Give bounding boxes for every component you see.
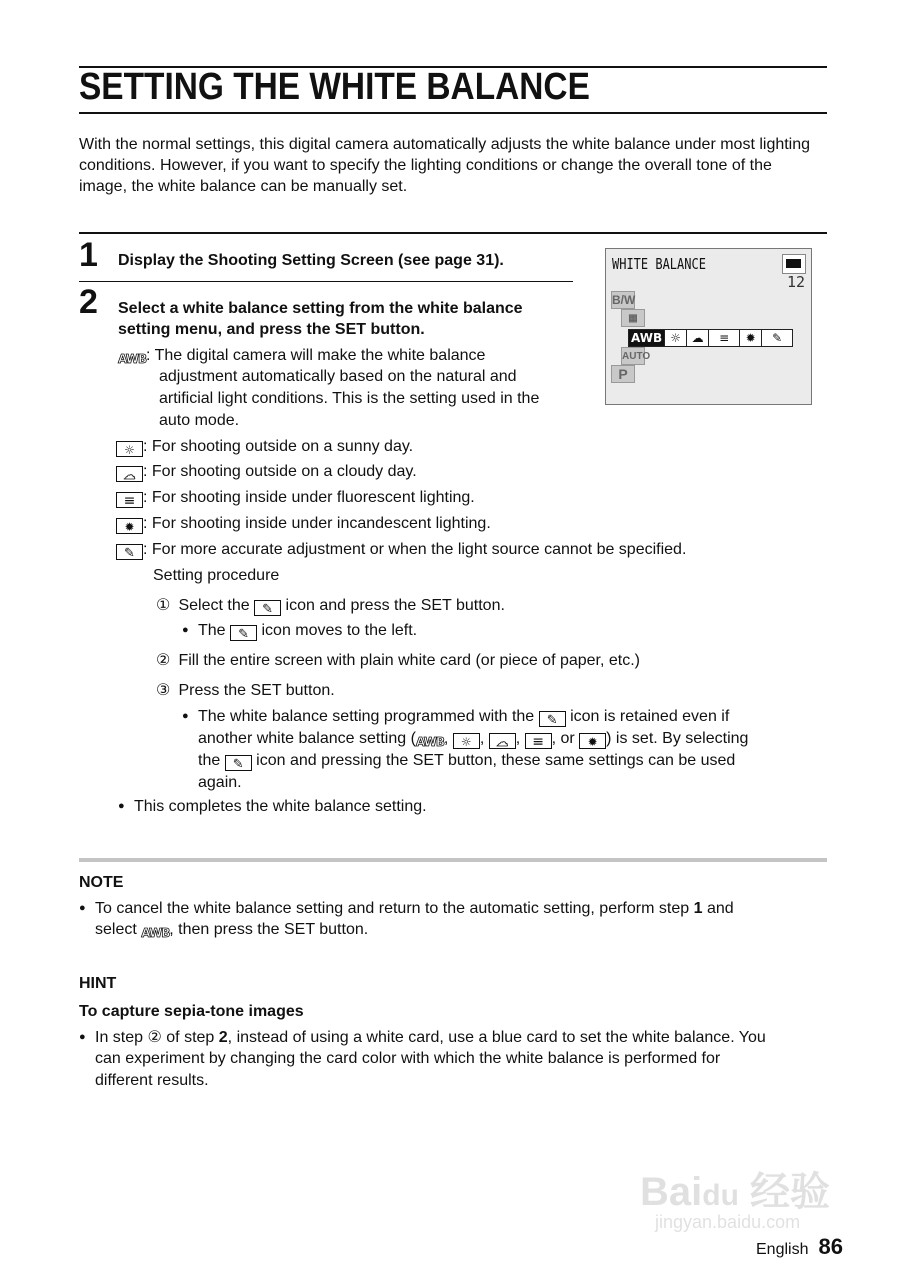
awb-icon — [141, 925, 169, 941]
procedure-step-3-line2: another white balance setting (AWB , ☼, ☁, ≡, or ✹) is set. By selecting — [198, 728, 748, 750]
option-awb-line2: adjustment automatically based on the natural and — [159, 368, 517, 385]
option-sun: ☼: For shooting outside on a sunny day. — [116, 436, 413, 457]
dropper-icon — [116, 544, 143, 560]
dropper-icon — [539, 711, 566, 727]
intro-paragraph: With the normal settings, this digital camera automatically adjusts the white balance under most lighting conditions. However, if you want to specify the lighting conditions or change the overall tone of the image, the white balance can be manually set. — [79, 136, 811, 195]
bulb-icon: ✹ — [739, 329, 762, 347]
camera-screen-illustration — [605, 248, 812, 405]
steps-rule — [79, 232, 827, 234]
step2-text-2: setting menu, and press the SET button. — [118, 321, 425, 338]
hint-line-3: different results. — [95, 1072, 209, 1089]
procedure-step-2: ② Fill the entire screen with plain white card (or piece of paper, etc.) — [156, 652, 641, 669]
watermark-url: jingyan.baidu.com — [655, 1212, 801, 1232]
step2-text-1: Select a white balance setting from the white balance — [118, 300, 523, 317]
option-cloud: ☁: For shooting outside on a cloudy day. — [116, 461, 417, 482]
procedure-step-1: ① Select the ✎ icon and press the SET button. — [156, 595, 505, 616]
fluorescent-icon — [525, 733, 552, 749]
memory-card-icon — [782, 254, 806, 274]
completion-bullet: ●This completes the white balance setting. — [118, 796, 427, 817]
bulb-icon — [579, 733, 606, 749]
shots-remaining: 12 — [786, 273, 805, 291]
dropper-icon — [230, 625, 257, 641]
hint-line-1: ●In step ② of step 2, instead of using a white card, use a blue card to set the white balance. You — [79, 1027, 766, 1048]
cloud-icon — [116, 466, 143, 482]
awb-icon: AWB — [628, 329, 665, 347]
title-bottom-rule — [79, 112, 827, 114]
note-heading: NOTE — [79, 874, 124, 891]
screen-title: WHITE BALANCE — [612, 255, 706, 273]
step2-number: 2 — [79, 283, 98, 321]
fluorescent-icon — [116, 492, 143, 508]
page-number: 86 — [818, 1234, 843, 1259]
option-fluorescent: ≡: For shooting inside under fluorescent lighting. — [116, 487, 475, 508]
bulb-icon — [116, 518, 143, 534]
dropper-icon — [254, 600, 281, 616]
procedure-step-3: ③ Press the SET button. — [156, 682, 335, 699]
page-footer — [756, 1234, 843, 1260]
dropper-icon — [225, 755, 252, 771]
awb-icon — [118, 351, 146, 367]
sun-icon — [453, 733, 480, 749]
hint-subheading: To capture sepia-tone images — [79, 1003, 304, 1020]
footer-language: English — [756, 1241, 809, 1258]
page-title: SETTING THE WHITE BALANCE — [79, 66, 590, 108]
mode-auto: AUTO — [621, 347, 645, 365]
procedure-step-3-line4: again. — [198, 774, 242, 791]
step1-number: 1 — [79, 236, 98, 274]
sun-icon — [116, 441, 143, 457]
option-awb-line3: artificial light conditions. This is the setting used in the — [159, 390, 540, 407]
option-awb-line4: auto mode. — [159, 412, 240, 429]
procedure-step-3-bullet: ●The white balance setting programmed with the ✎ icon is retained even if — [182, 706, 729, 727]
note-line-1: ●To cancel the white balance setting and return to the automatic setting, perform step 1 and — [79, 898, 734, 919]
awb-icon — [416, 734, 444, 750]
option-dropper: ✎: For more accurate adjustment or when the light source cannot be specified. — [116, 539, 686, 560]
cloud-icon — [489, 733, 516, 749]
option-awb: AWB: The digital camera will make the white balance — [118, 345, 485, 367]
fluorescent-icon: ≡ — [708, 329, 740, 347]
grid-icon: ▦ — [621, 309, 645, 327]
cloud-icon: ☁ — [686, 329, 709, 347]
mode-bw: B/W — [612, 293, 636, 307]
procedure-step-1-bullet: ●The ✎ icon moves to the left. — [182, 620, 417, 641]
sun-icon: ☼ — [664, 329, 687, 347]
procedure-heading: Setting procedure — [153, 567, 280, 584]
hint-heading: HINT — [79, 975, 117, 992]
hint-line-2: can experiment by changing the card color with which the white balance is performed for — [95, 1050, 721, 1067]
step1-text: Display the Shooting Setting Screen (see page 31). — [118, 252, 504, 269]
option-incandescent: ✹: For shooting inside under incandescent lighting. — [116, 513, 491, 534]
watermark-logo: Baidu 经验 — [640, 1170, 831, 1214]
dropper-icon: ✎ — [761, 329, 793, 347]
step1-rule — [79, 281, 573, 282]
note-divider — [79, 858, 827, 862]
procedure-step-3-line3: the ✎ icon and pressing the SET button, these same settings can be used — [198, 750, 735, 771]
note-line-2: select AWB , then press the SET button. — [95, 919, 368, 941]
mode-program: P — [611, 365, 635, 383]
white-balance-menu — [628, 329, 792, 347]
